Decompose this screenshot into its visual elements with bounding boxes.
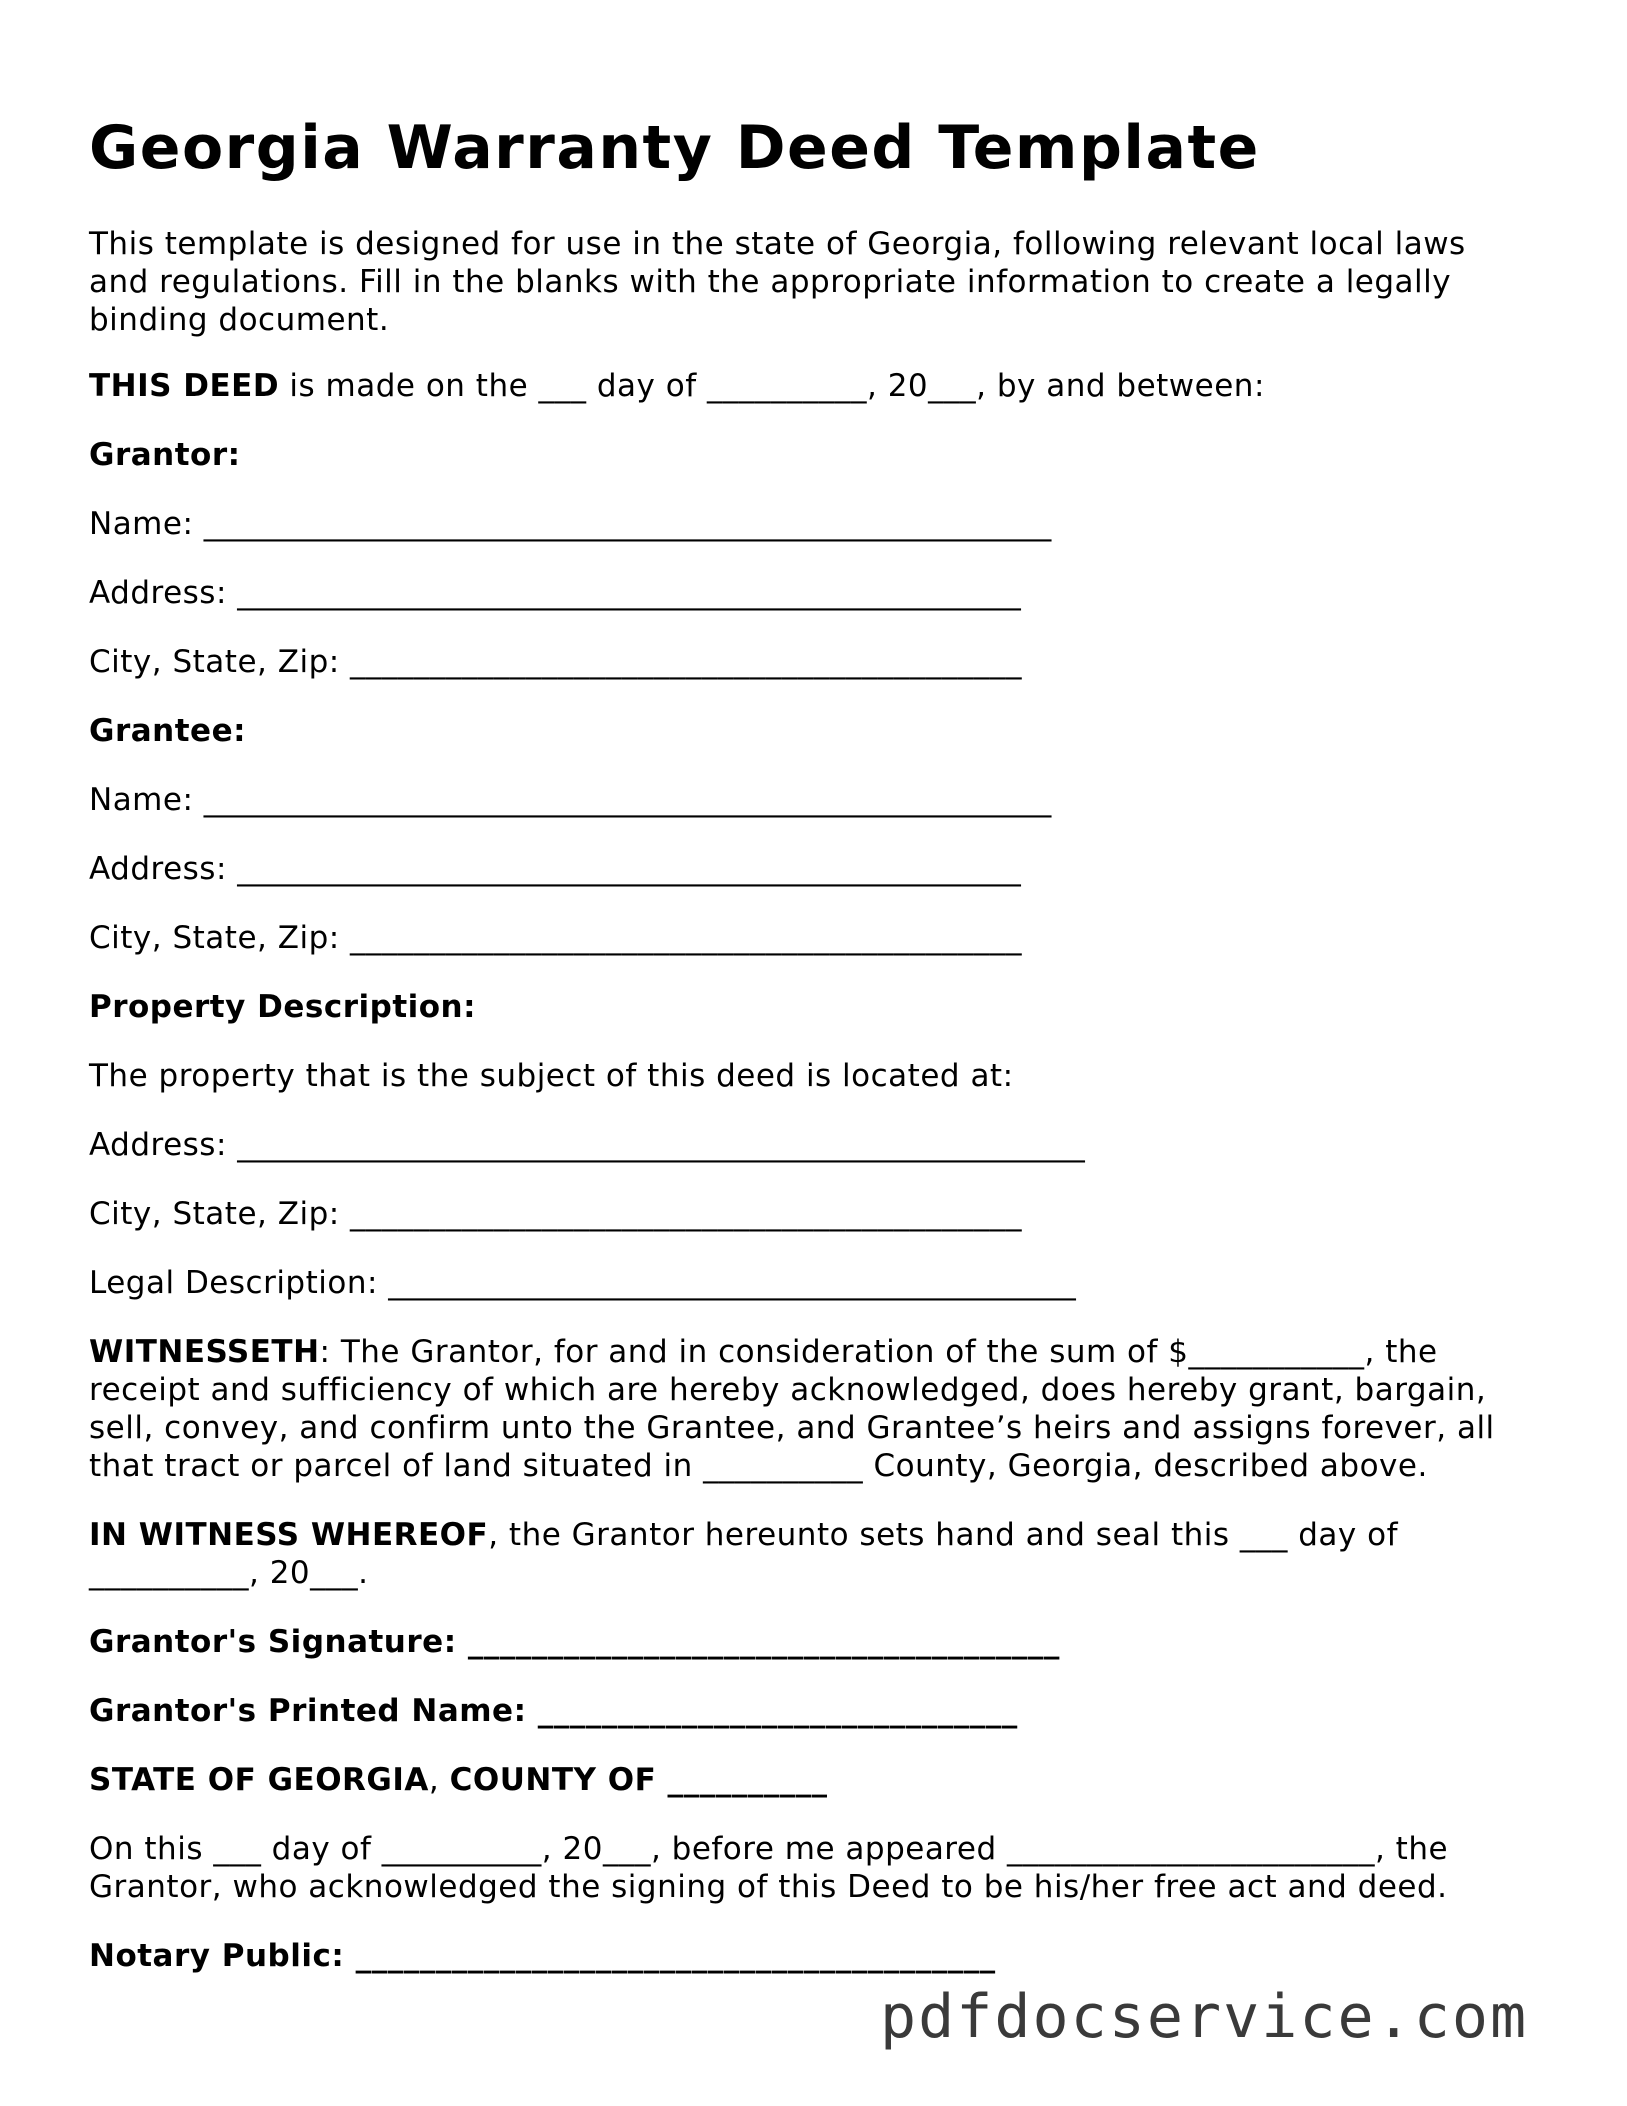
- deed-date-line: [89, 367, 1529, 405]
- property-legal-field: Legal Description: ___________________________________________: [89, 1265, 1077, 1301]
- grantor-city-field: City, State, Zip: __________________________________________: [89, 644, 1023, 680]
- property-intro: The property that is the subject of this deed is located at:: [89, 1058, 1014, 1094]
- whereof-paragraph: [89, 1516, 1529, 1592]
- property-address-field: Address: _____________________________________________________: [89, 1127, 1086, 1163]
- grantee-address-field: Address: _________________________________________________: [89, 851, 1022, 887]
- deed-label: THIS DEED: [89, 368, 280, 404]
- intro-paragraph: This template is designed for use in the state of Georgia, following relevant local laws and regulations. Fill in the blanks with the appropriate information to create a legally binding document.: [89, 226, 1466, 338]
- property-heading: Property Description:: [89, 989, 477, 1025]
- county-label: COUNTY OF __________: [449, 1762, 828, 1798]
- grantor-heading: Grantor:: [89, 437, 241, 473]
- grantee-name-field: Name: _____________________________________________________: [89, 782, 1052, 818]
- whereof-text: , the Grantor hereunto sets hand and seal this ___ day of __________, 20___.: [89, 1517, 1399, 1591]
- deed-date-text: is made on the ___ day of __________, 20___, by and between:: [279, 368, 1265, 404]
- state-label: STATE OF GEORGIA: [89, 1762, 429, 1798]
- grantor-address-field: Address: _________________________________________________: [89, 575, 1022, 611]
- notary-public-field: Notary Public: ________________________________________: [89, 1938, 996, 1974]
- acknowledgment-paragraph: On this ___ day of __________, 20___, before me appeared _______________________, the Grantor, who acknowledged the signing of this Deed to be his/her free act and deed.: [89, 1831, 1449, 1905]
- grantor-name-field: Name: _____________________________________________________: [89, 506, 1052, 542]
- grantor-signature-field: Grantor's Signature: _____________________________________: [89, 1624, 1060, 1660]
- witnesseth-text: : The Grantor, for and in consideration of the sum of $___________, the receipt and sufficiency of which are hereby acknowledged, does hereby grant, bargain, sell, convey, and confirm unto the Grantee, and Grantee’s heirs and assigns forever, all that tract or parcel of land situated in __________ County, Georgia, described above.: [89, 1334, 1495, 1484]
- grantee-city-field: City, State, Zip: __________________________________________: [89, 920, 1023, 956]
- witnesseth-label: WITNESSETH: [89, 1334, 320, 1370]
- grantor-printed-name-field: Grantor's Printed Name: ______________________________: [89, 1693, 1018, 1729]
- state-separator: ,: [428, 1762, 450, 1798]
- whereof-label: IN WITNESS WHEREOF: [89, 1517, 489, 1553]
- page-title: Georgia Warranty Deed Template: [89, 113, 1260, 183]
- grantee-heading: Grantee:: [89, 713, 246, 749]
- property-city-field: City, State, Zip: __________________________________________: [89, 1196, 1023, 1232]
- watermark: pdfdocservice.com: [880, 1982, 1529, 2052]
- document-content: [89, 108, 1529, 2006]
- witnesseth-paragraph: [89, 1333, 1529, 1485]
- state-county-line: [89, 1761, 1529, 1799]
